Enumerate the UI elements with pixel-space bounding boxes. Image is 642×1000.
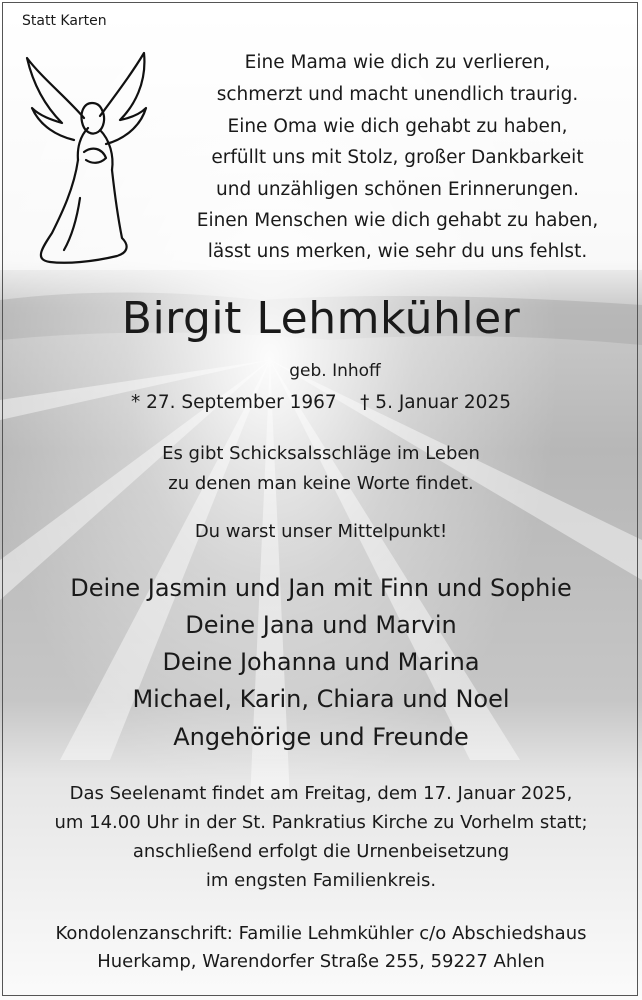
mourner-line: Angehörige und Freunde [173,723,469,751]
statt-karten-label: Statt Karten [22,13,107,29]
message-line: zu denen man keine Worte findet. [168,473,474,494]
mourner-line: Deine Jasmin und Jan mit Finn und Sophie [70,574,572,602]
poem-line: Einen Menschen wie dich gehabt zu haben, [196,210,599,231]
mourner-line: Deine Jana und Marvin [185,611,457,639]
deceased-name: Birgit Lehmkühler [121,293,521,344]
condolence-line: Huerkamp, Warendorfer Straße 255, 59227 Ahlen [97,951,545,972]
maiden-name: geb. Inhoff [289,361,381,381]
poem-line: lässt uns merken, wie sehr du uns fehlst. [207,241,588,262]
poem-line: und unzähligen schönen Erinnerungen. [216,179,579,200]
poem-line: erfüllt uns mit Stolz, großer Dankbarkeit [211,147,584,168]
message-line: Es gibt Schicksalsschläge im Leben [162,443,480,464]
poem-line: Eine Mama wie dich zu verlieren, [244,52,551,73]
poem-line: schmerzt und macht unendlich traurig. [216,84,579,105]
service-line: im engsten Familienkreis. [205,870,437,891]
angel-icon [22,48,152,266]
condolence-line: Kondolenzanschrift: Familie Lehmkühler c/o Abschiedshaus [55,923,587,944]
mourner-line: Deine Johanna und Marina [162,648,480,676]
service-line: anschließend erfolgt die Urnenbeisetzung [132,841,510,862]
poem-line: Eine Oma wie dich gehabt zu haben, [227,116,568,137]
service-line: Das Seelenamt findet am Freitag, dem 17. Januar 2025, [69,783,573,804]
mourner-line: Michael, Karin, Chiara und Noel [132,685,510,713]
life-dates: * 27. September 1967 † 5. Januar 2025 [131,392,511,413]
service-line: um 14.00 Uhr in der St. Pankratius Kirche zu Vorhelm statt; [54,812,588,833]
tagline: Du warst unser Mittelpunkt! [194,521,448,542]
